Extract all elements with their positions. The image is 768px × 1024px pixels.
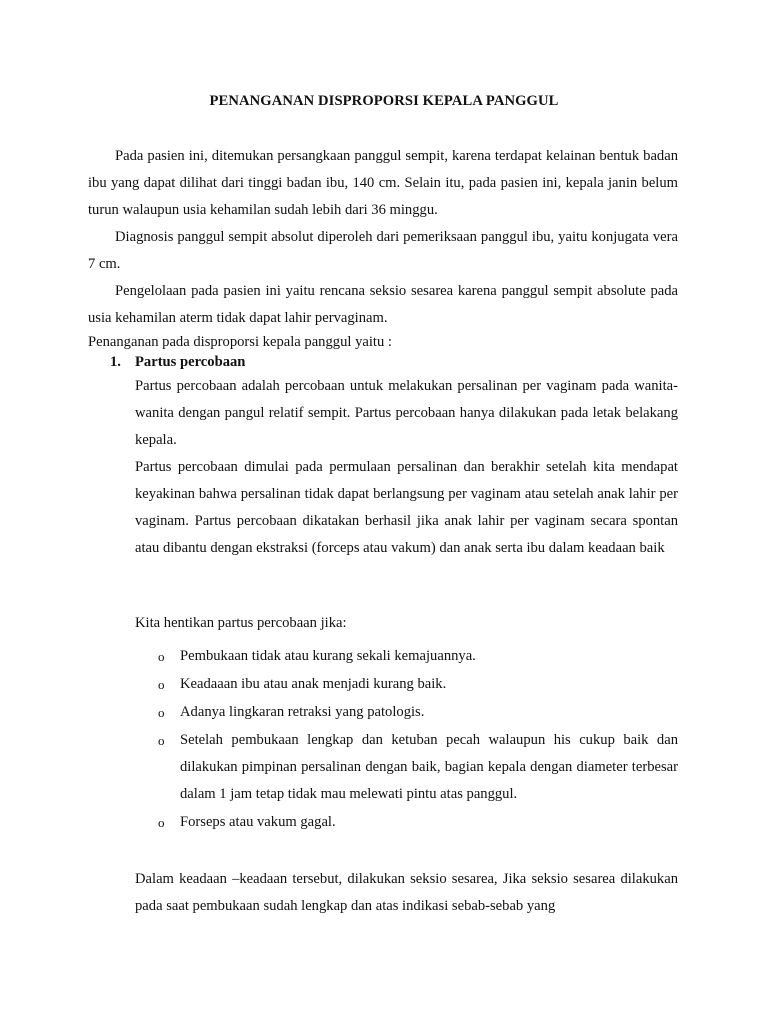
bullet-marker: o (158, 733, 165, 748)
section-heading-text: Partus percobaan (135, 354, 246, 370)
closing-paragraph-wrap (135, 866, 678, 920)
bullet-marker: o (158, 815, 165, 830)
list-item-text: Forseps atau vakum gagal. (180, 814, 336, 830)
list-item (158, 727, 678, 808)
paragraph: Partus percobaan adalah percobaan untuk melakukan persalinan per vaginam pada wanita-wanita dengan pangul relatif sempit. Partus percobaan hanya dilakukan pada letak belakang kepala. (135, 378, 678, 448)
intro-paragraphs (88, 143, 678, 332)
section-number: 1. (110, 354, 121, 370)
list-item (158, 671, 678, 698)
list-intro-wrap (88, 332, 678, 352)
list-intro: Penanganan pada disproporsi kepala panggul yaitu : (88, 334, 392, 350)
bullet-marker: o (158, 705, 165, 720)
bullet-marker: o (158, 677, 165, 692)
section-paragraphs (135, 373, 678, 562)
list-item-text: Setelah pembukaan lengkap dan ketuban pecah walaupun his cukup baik dan dilakukan pimpinan persalinan dengan baik, bagian kepala dengan diameter terbesar dalam 1 jam tetap tidak mau melewati pintu atas panggul. (180, 732, 678, 802)
list-item-text: Adanya lingkaran retraksi yang patologis. (180, 704, 425, 720)
list-item-text: Keadaaan ibu atau anak menjadi kurang baik. (180, 676, 447, 692)
stop-intro-wrap (135, 610, 678, 637)
paragraph: Pengelolaan pada pasien ini yaitu rencana seksio sesarea karena panggul sempit absolute pada usia kehamilan aterm tidak dapat lahir pervaginam. (88, 283, 678, 326)
list-item (158, 699, 678, 726)
paragraph: Partus percobaan dimulai pada permulaan persalinan dan berakhir setelah kita mendapat keyakinan bahwa persalinan tidak dapat berlangsung per vaginam atau setelah anak lahir per vaginam. Partus percobaan dikatakan berhasil jika anak lahir per vaginam secara spontan atau dibantu dengan ekstraksi (forceps atau vakum) dan anak serta ibu dalam keadaan baik (135, 459, 678, 556)
stop-criteria-list (158, 643, 678, 837)
section-heading (110, 352, 245, 372)
document-title: PENANGANAN DISPROPORSI KEPALA PANGGUL (209, 93, 559, 109)
list-item (158, 643, 678, 670)
bullet-marker: o (158, 649, 165, 664)
list-item-text: Pembukaan tidak atau kurang sekali kemajuannya. (180, 648, 476, 664)
stop-intro: Kita hentikan partus percobaan jika: (135, 615, 347, 631)
paragraph: Pada pasien ini, ditemukan persangkaan panggul sempit, karena terdapat kelainan bentuk badan ibu yang dapat dilihat dari tinggi badan ibu, 140 cm. Selain itu, pada pasien ini, kepala janin belum turun walaupun usia kehamilan sudah lebih dari 36 minggu. (88, 148, 678, 218)
paragraph: Diagnosis panggul sempit absolut diperoleh dari pemeriksaan panggul ibu, yaitu konjugata vera 7 cm. (88, 229, 678, 272)
list-item (158, 809, 678, 836)
paragraph: Dalam keadaan –keadaan tersebut, dilakukan seksio sesarea, Jika seksio sesarea dilakukan pada saat pembukaan sudah lengkap dan atas indikasi sebab-sebab yang (135, 871, 678, 914)
